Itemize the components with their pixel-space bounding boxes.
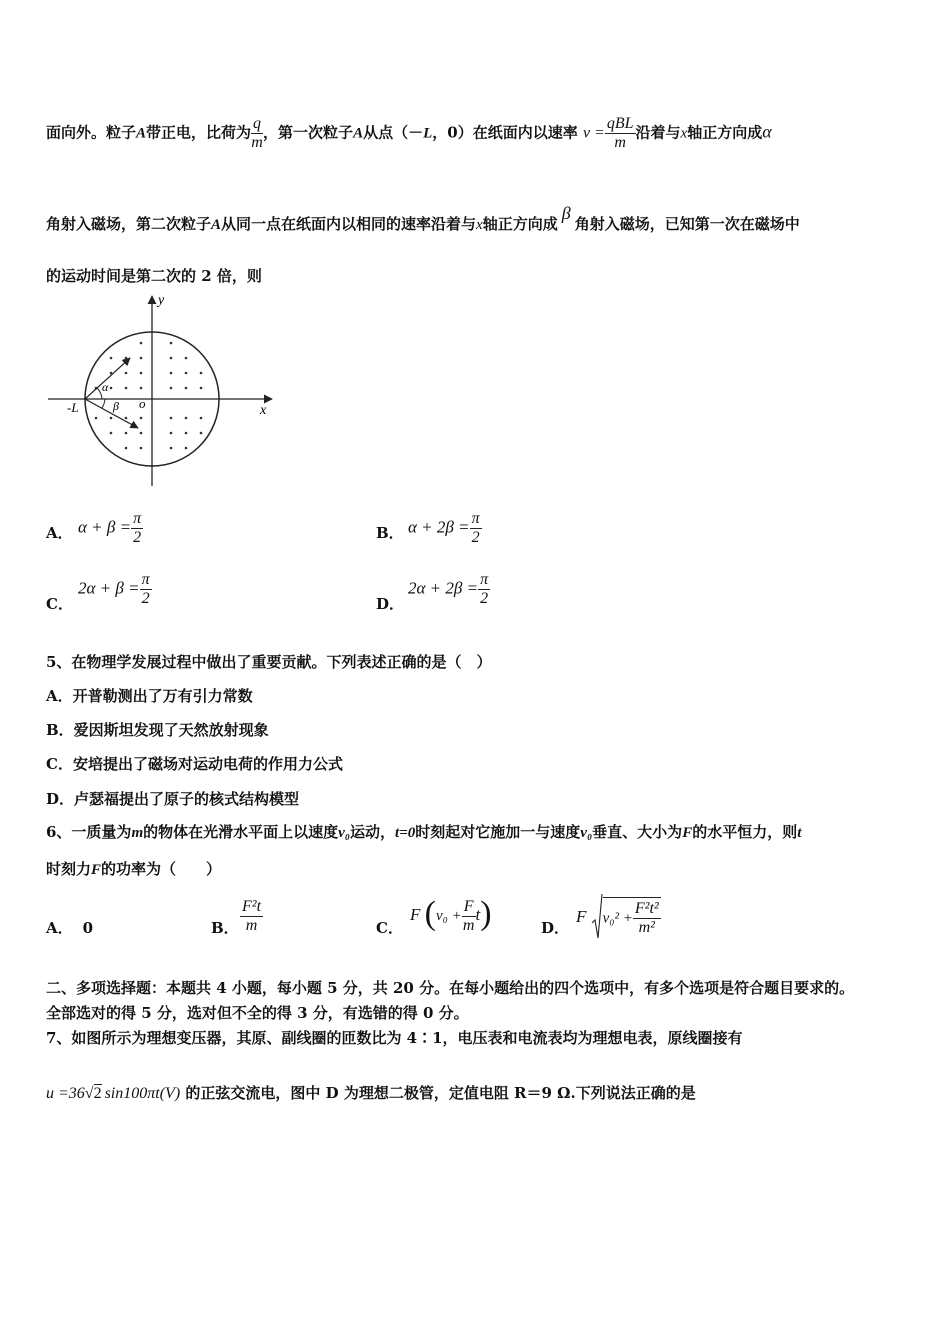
- q4-option-d-expr: 2α + 2β = $\frac{\pi}{2}$: [408, 571, 489, 607]
- field-dot: [200, 372, 203, 375]
- field-dot: [125, 372, 128, 375]
- q4-line1: 面向外。粒子A带正电，比荷为 $\frac{q}{m}$ ，第一次粒子A从点（－L，0）在纸面内以速率 v = $\frac{\text{qBL}}{m}$ 沿着与x轴正方向成α: [46, 115, 772, 151]
- q6-stem-line2: 时刻力F的功率为（ ）: [46, 860, 222, 878]
- q7-stem: 7、如图所示为理想变压器，其原、副线圈的匝数比为 4∶1，电压表和电流表均为理想电表，原线圈接有: [46, 1029, 743, 1047]
- q6-option-a: A． 0: [46, 919, 94, 937]
- field-dot: [140, 387, 143, 390]
- field-dot: [125, 387, 128, 390]
- q6-option-d-expr: F v₀² + $\frac{\text{F²t²}}{\text{m²}}$: [576, 893, 661, 941]
- charge-ratio-fraction: $\frac{q}{m}$: [251, 115, 263, 151]
- magnetic-field-figure: [40, 290, 290, 495]
- field-dot: [95, 417, 98, 420]
- beta-arc: [102, 399, 105, 408]
- field-dot: [125, 432, 128, 435]
- x-label: x: [260, 403, 267, 418]
- field-dot: [170, 432, 173, 435]
- field-dot: [110, 357, 113, 360]
- field-dot: [140, 357, 143, 360]
- q5-option-d: D．卢瑟福提出了原子的核式结构模型: [46, 790, 300, 808]
- section2-line2: 全部选对的得 5 分，选对但不全的得 3 分，有选错的得 0 分。: [46, 1004, 469, 1022]
- alpha-label: α: [102, 380, 109, 394]
- field-dot: [185, 417, 188, 420]
- field-dot: [110, 432, 113, 435]
- q4-option-c-letter: C．: [46, 595, 73, 613]
- q4-option-b-expr: α + 2β = $\frac{\pi}{2}$: [408, 510, 480, 546]
- beta-velocity-arrow: [85, 399, 138, 428]
- field-dot: [125, 357, 128, 360]
- q7-stem-line2: u =36√2 sin100πt(V) 的正弦交流电，图中 D 为理想二极管，定值电阻 R＝9 Ω.下列说法正确的是: [46, 1084, 696, 1102]
- q5-option-a: A．开普勒测出了万有引力常数: [46, 687, 253, 705]
- field-dot: [170, 357, 173, 360]
- q6-option-c-expr: F (v₀ + $\frac{F}{m}$ t): [410, 895, 492, 934]
- q6-option-d-letter: D．: [541, 919, 570, 937]
- q6-stem-line1: 6、一质量为m的物体在光滑水平面上以速度v₀运动，t=0时刻起对它施加一与速度v₀垂直、大小为F的水平恒力，则t: [46, 823, 802, 841]
- field-dot: [185, 447, 188, 450]
- q6-option-c-letter: C．: [376, 919, 403, 937]
- field-dot: [170, 342, 173, 345]
- field-dot: [170, 372, 173, 375]
- q4-option-a-letter: A．: [46, 524, 73, 542]
- field-dot: [125, 417, 128, 420]
- q4-option-d-letter: D．: [376, 595, 405, 613]
- field-dot: [140, 432, 143, 435]
- field-dot: [200, 432, 203, 435]
- section2-line1: 二、多项选择题：本题共 4 小题，每小题 5 分，共 20 分。在每小题给出的四个选项中，有多个选项是符合题目要求的。: [46, 979, 855, 997]
- field-dot: [170, 417, 173, 420]
- q4-option-b-letter: B．: [376, 524, 404, 542]
- q5-stem: 5、在物理学发展过程中做出了重要贡献。下列表述正确的是（ ）: [46, 653, 492, 671]
- q5-option-b: B．爱因斯坦发现了天然放射现象: [46, 721, 269, 739]
- field-dot: [140, 372, 143, 375]
- origin-label: o: [139, 396, 146, 411]
- q4-line2: 角射入磁场，第二次粒子A从同一点在纸面内以相同的速率沿着与x轴正方向成β角射入磁场，已知第一次在磁场中: [46, 203, 800, 233]
- field-dots: [95, 342, 203, 450]
- field-dot: [200, 387, 203, 390]
- y-label: y: [158, 293, 165, 308]
- speed-fraction: $\frac{\text{qBL}}{m}$: [606, 115, 634, 151]
- q5-option-c: C．安培提出了磁场对运动电荷的作用力公式: [46, 755, 343, 773]
- beta-label: β: [113, 399, 119, 413]
- field-dot: [170, 447, 173, 450]
- field-dot: [140, 447, 143, 450]
- field-dot: [185, 387, 188, 390]
- field-dot: [125, 447, 128, 450]
- voltage-expression: u =36√2 sin100πt(V): [46, 1085, 181, 1102]
- q4-option-c-expr: 2α + β = $\frac{\pi}{2}$: [78, 571, 150, 607]
- q6-option-b-expr: $\frac{\text{F²t}}{m}$: [242, 898, 262, 934]
- field-dot: [185, 372, 188, 375]
- field-dot: [185, 357, 188, 360]
- field-dot: [140, 342, 143, 345]
- field-dot: [110, 387, 113, 390]
- q4-option-a-expr: α + β = $\frac{\pi}{2}$: [78, 510, 142, 546]
- field-dot: [140, 417, 143, 420]
- neg-L-label: -L: [67, 400, 79, 415]
- field-dot: [110, 417, 113, 420]
- q6-option-b-letter: B．: [211, 919, 239, 937]
- q4-line3: 的运动时间是第二次的 2 倍，则: [46, 267, 262, 285]
- field-dot: [185, 432, 188, 435]
- field-dot: [170, 387, 173, 390]
- field-dot: [200, 417, 203, 420]
